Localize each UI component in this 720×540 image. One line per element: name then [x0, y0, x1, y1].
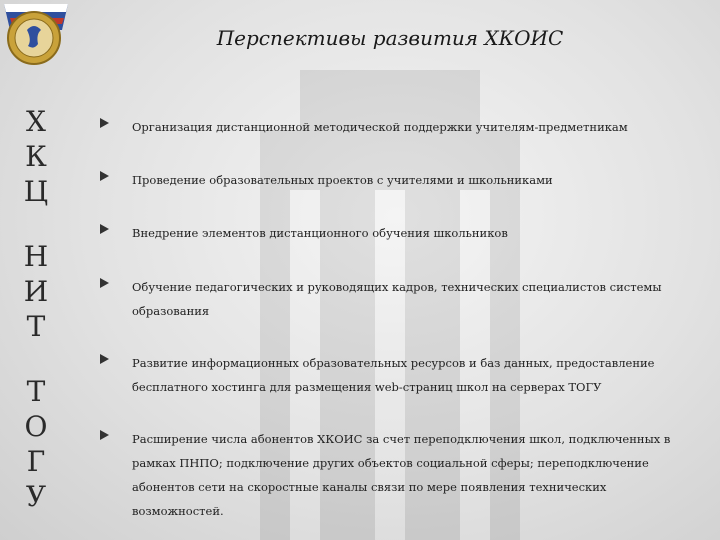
- side-letter: И: [23, 275, 49, 308]
- side-letter: У: [25, 480, 47, 513]
- university-logo: [0, 0, 72, 72]
- bullet-arrow-icon: [100, 354, 109, 364]
- side-letter: Т: [26, 375, 46, 408]
- bullet-text: Организация дистанционной методической поддержки учителям-предметникам: [132, 120, 628, 134]
- side-letter: О: [24, 410, 48, 443]
- bullet-arrow-icon: [100, 430, 109, 440]
- bullet-arrow-icon: [100, 224, 109, 234]
- bullet-text: Проведение образовательных проектов с учителями и школьниками: [132, 173, 553, 187]
- slide-title: Перспективы развития ХКОИС: [216, 26, 564, 50]
- bullet-text: Обучение педагогических и руководящих кадров, технических специалистов системы образования: [132, 280, 662, 318]
- side-letter: К: [25, 140, 47, 173]
- side-letter: Г: [26, 445, 46, 478]
- bullet-text: Развитие информационных образовательных ресурсов и баз данных, предоставление бесплатного хостинга для размещения web-страниц школ на серверах ТОГУ: [132, 356, 655, 394]
- bullet-arrow-icon: [100, 278, 109, 288]
- side-letter: Х: [26, 105, 46, 138]
- bullet-text: Внедрение элементов дистанционного обучения школьников: [132, 226, 508, 240]
- bullet-arrow-icon: [100, 118, 109, 128]
- bullet-text: Расширение числа абонентов ХКОИС за счет переподключения школ, подключенных в рамках ПНПО; подключение других объектов социальной сферы; переподключение абонентов сети на скоростные каналы связи по мере появления технических возможностей.: [132, 432, 671, 518]
- side-letter: Т: [26, 310, 46, 343]
- vertical-abbreviation: [18, 104, 54, 514]
- side-letter: Ц: [23, 175, 49, 208]
- bullet-arrow-icon: [100, 171, 109, 181]
- side-letter: Н: [23, 240, 49, 273]
